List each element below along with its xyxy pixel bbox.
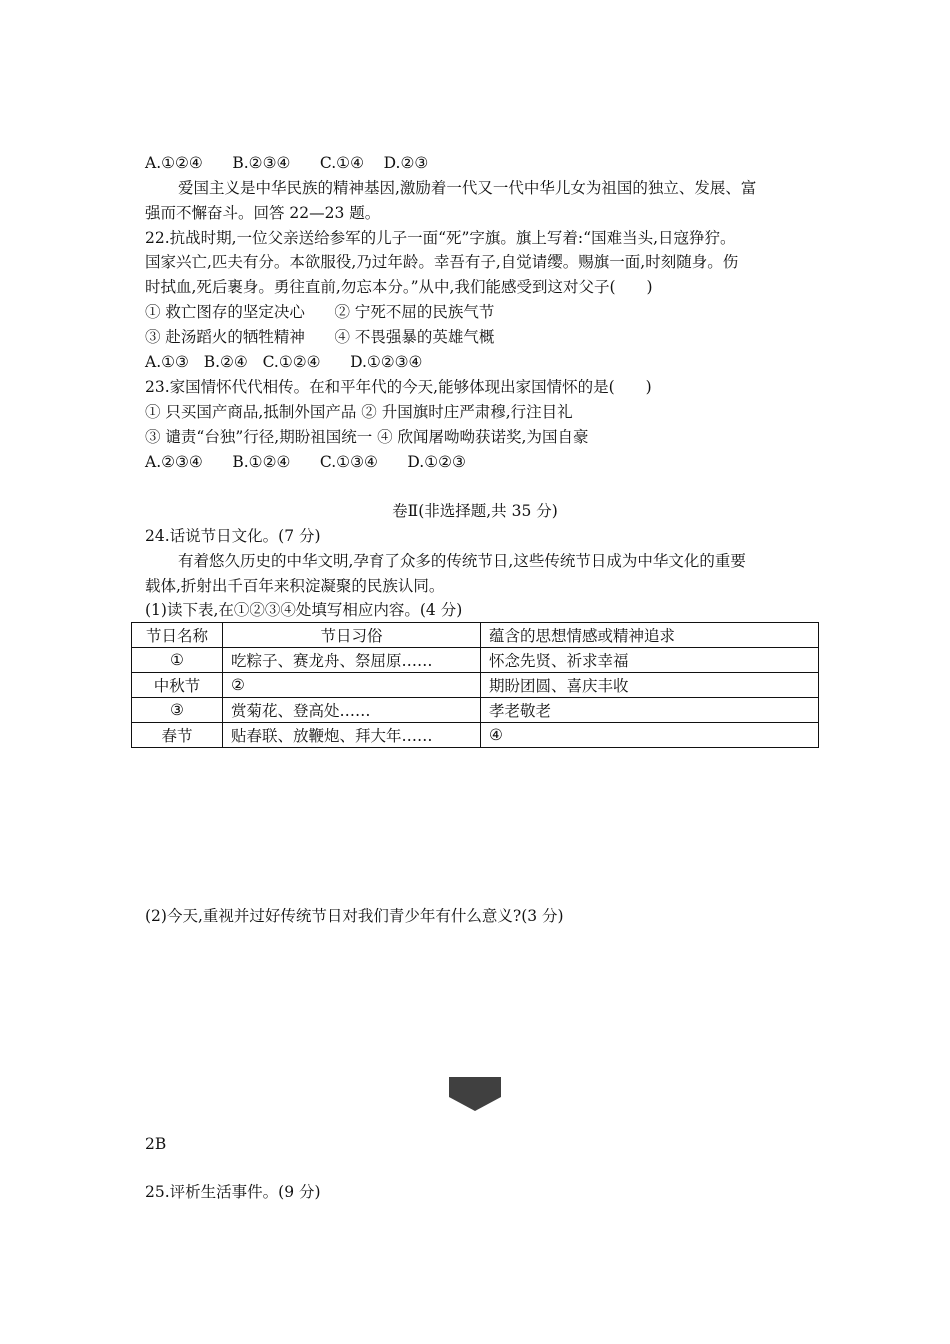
q22-stem-line-1: 22.抗战时期,一位父亲送给参军的儿子一面“死”字旗。旗上写着:“国难当头,日寇狰狞。 — [145, 229, 736, 247]
cell-meaning: 怀念先贤、祈求幸福 — [481, 648, 819, 673]
q22-stem-line-2: 国家兴亡,匹夫有分。本欲服役,乃过年龄。幸吾有子,自觉请缨。赐旗一面,时刻随身。伤 — [145, 253, 739, 271]
cell-meaning: ④ — [481, 723, 819, 748]
q22-stem-line-3: 时拭血,死后裹身。勇往直前,勿忘本分。”从中,我们能感受到这对父子( ) — [145, 278, 653, 296]
q22-options: A.①③ B.②④ C.①②④ D.①②③④ — [145, 353, 423, 371]
q23-options: A.②③④ B.①②④ C.①③④ D.①②③ — [145, 453, 466, 471]
intro-line-2: 强而不懈奋斗。回答 22—23 题。 — [145, 204, 381, 222]
table-row — [132, 723, 819, 748]
q24-title: 24.话说节日文化。(7 分) — [145, 527, 321, 545]
header-customs: 节日习俗 — [223, 623, 481, 648]
q21-options: A.①②④ B.②③④ C.①④ D.②③ — [145, 154, 429, 172]
festival-table — [131, 622, 819, 748]
cell-festival-name: 春节 — [132, 723, 223, 748]
q24-sub-question-2: (2)今天,重视并过好传统节日对我们青少年有什么意义?(3 分) — [145, 907, 564, 925]
q22-items-1: ① 救亡图存的坚定决心 ② 宁死不屈的民族气节 — [145, 303, 495, 321]
table-row — [132, 698, 819, 723]
table-header-row — [132, 623, 819, 648]
q23-items-2: ③ 谴责“台独”行径,期盼祖国统一 ④ 欣闻屠呦呦获诺奖,为国自豪 — [145, 428, 589, 446]
cell-customs: 贴春联、放鞭炮、拜大年…… — [223, 723, 481, 748]
cell-meaning: 孝老敬老 — [481, 698, 819, 723]
cell-customs: 赏菊花、登高处…… — [223, 698, 481, 723]
cell-festival-name: ① — [132, 648, 223, 673]
q24-intro-line-2: 载体,折射出千百年来积淀凝聚的民族认同。 — [145, 577, 445, 595]
q22-items-2: ③ 赴汤蹈火的牺牲精神 ④ 不畏强暴的英雄气概 — [145, 328, 495, 346]
table-row — [132, 648, 819, 673]
q24-sub-question-1: (1)读下表,在①②③④处填写相应内容。(4 分) — [145, 601, 463, 619]
q23-items-1: ① 只买国产商品,抵制外国产品 ② 升国旗时庄严肃穆,行注目礼 — [145, 403, 573, 421]
table-row — [132, 673, 819, 698]
cell-customs: ② — [223, 673, 481, 698]
header-meaning: 蕴含的思想情感或精神追求 — [481, 623, 819, 648]
header-festival-name: 节日名称 — [132, 623, 223, 648]
cell-customs: 吃粽子、赛龙舟、祭屈原…… — [223, 648, 481, 673]
intro-line-1: 爱国主义是中华民族的精神基因,激励着一代又一代中华儿女为祖国的独立、发展、富 — [178, 179, 757, 197]
cell-festival-name: ③ — [132, 698, 223, 723]
page-turn-arrow-icon — [449, 1077, 501, 1115]
page-marker: 2B — [145, 1135, 167, 1153]
section-2-title: 卷Ⅱ(非选择题,共 35 分) — [392, 502, 558, 520]
cell-festival-name: 中秋节 — [132, 673, 223, 698]
q23-stem: 23.家国情怀代代相传。在和平年代的今天,能够体现出家国情怀的是( ) — [145, 378, 652, 396]
cell-meaning: 期盼团圆、喜庆丰收 — [481, 673, 819, 698]
q24-intro-line-1: 有着悠久历史的中华文明,孕育了众多的传统节日,这些传统节日成为中华文化的重要 — [178, 552, 746, 570]
q25-title: 25.评析生活事件。(9 分) — [145, 1183, 321, 1201]
